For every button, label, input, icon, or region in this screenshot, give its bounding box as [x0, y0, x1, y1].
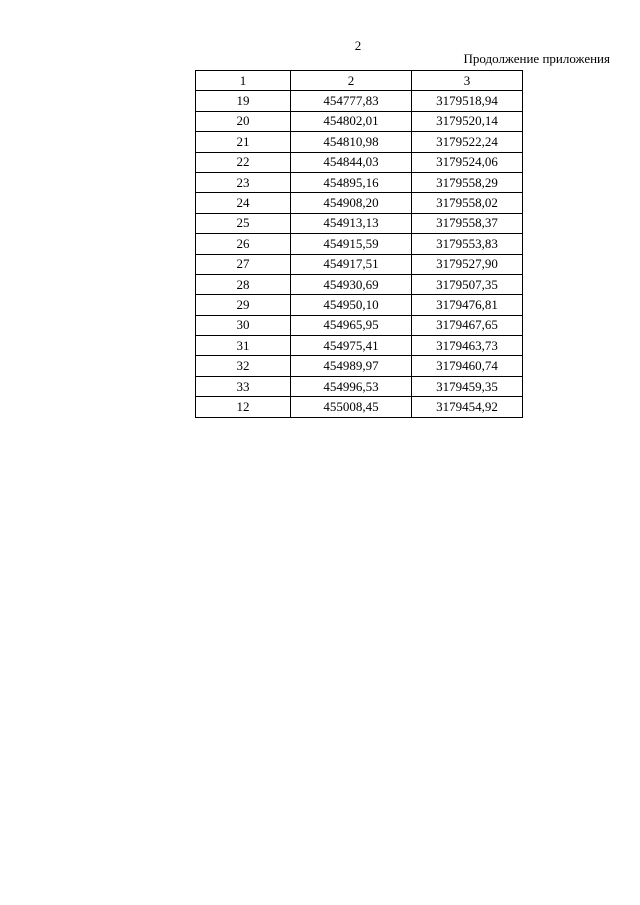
page-number: 2 [354, 38, 362, 53]
y-coordinate-cell: 3179527,90 [412, 254, 523, 274]
y-coordinate-cell: 3179558,02 [412, 193, 523, 213]
table-header-row [196, 71, 523, 91]
point-number-cell: 29 [196, 295, 291, 315]
x-coordinate-cell: 454802,01 [291, 111, 412, 131]
x-coordinate-cell: 454777,83 [291, 91, 412, 111]
x-coordinate-cell: 454895,16 [291, 172, 412, 192]
x-coordinate-cell: 454975,41 [291, 336, 412, 356]
point-number-cell: 24 [196, 193, 291, 213]
table-row [196, 274, 523, 294]
point-number-cell: 25 [196, 213, 291, 233]
point-number-cell: 20 [196, 111, 291, 131]
point-number-cell: 33 [196, 376, 291, 396]
x-coordinate-cell: 454996,53 [291, 376, 412, 396]
table-row [196, 315, 523, 335]
x-coordinate-cell: 454913,13 [291, 213, 412, 233]
y-coordinate-cell: 3179507,35 [412, 274, 523, 294]
point-number-cell: 21 [196, 132, 291, 152]
x-coordinate-cell: 454810,98 [291, 132, 412, 152]
table-row [196, 91, 523, 111]
x-coordinate-cell: 455008,45 [291, 397, 412, 417]
table-row [196, 397, 523, 417]
y-coordinate-cell: 3179463,73 [412, 336, 523, 356]
point-number-cell: 26 [196, 234, 291, 254]
table-row [196, 336, 523, 356]
table-row [196, 213, 523, 233]
y-coordinate-cell: 3179522,24 [412, 132, 523, 152]
point-number-cell: 28 [196, 274, 291, 294]
x-coordinate-cell: 454965,95 [291, 315, 412, 335]
y-coordinate-cell: 3179524,06 [412, 152, 523, 172]
y-coordinate-cell: 3179460,74 [412, 356, 523, 376]
table-row [196, 356, 523, 376]
y-coordinate-cell: 3179558,37 [412, 213, 523, 233]
table-row [196, 111, 523, 131]
point-number-cell: 22 [196, 152, 291, 172]
table-row [196, 234, 523, 254]
point-number-cell: 31 [196, 336, 291, 356]
coordinates-table [195, 70, 523, 418]
continuation-label: Продолжение приложения [463, 51, 610, 66]
x-coordinate-cell: 454917,51 [291, 254, 412, 274]
x-coordinate-cell: 454844,03 [291, 152, 412, 172]
column-header-x: 2 [291, 71, 412, 91]
x-coordinate-cell: 454908,20 [291, 193, 412, 213]
x-coordinate-cell: 454950,10 [291, 295, 412, 315]
table-row [196, 193, 523, 213]
y-coordinate-cell: 3179553,83 [412, 234, 523, 254]
point-number-cell: 27 [196, 254, 291, 274]
column-header-y: 3 [412, 71, 523, 91]
table-row [196, 376, 523, 396]
y-coordinate-cell: 3179454,92 [412, 397, 523, 417]
point-number-cell: 23 [196, 172, 291, 192]
x-coordinate-cell: 454989,97 [291, 356, 412, 376]
column-header-point: 1 [196, 71, 291, 91]
table-row [196, 254, 523, 274]
y-coordinate-cell: 3179518,94 [412, 91, 523, 111]
table-row [196, 295, 523, 315]
y-coordinate-cell: 3179520,14 [412, 111, 523, 131]
table-row [196, 152, 523, 172]
x-coordinate-cell: 454930,69 [291, 274, 412, 294]
table-row [196, 132, 523, 152]
y-coordinate-cell: 3179459,35 [412, 376, 523, 396]
y-coordinate-cell: 3179476,81 [412, 295, 523, 315]
point-number-cell: 30 [196, 315, 291, 335]
point-number-cell: 32 [196, 356, 291, 376]
x-coordinate-cell: 454915,59 [291, 234, 412, 254]
table-row [196, 172, 523, 192]
point-number-cell: 19 [196, 91, 291, 111]
y-coordinate-cell: 3179558,29 [412, 172, 523, 192]
y-coordinate-cell: 3179467,65 [412, 315, 523, 335]
point-number-cell: 12 [196, 397, 291, 417]
